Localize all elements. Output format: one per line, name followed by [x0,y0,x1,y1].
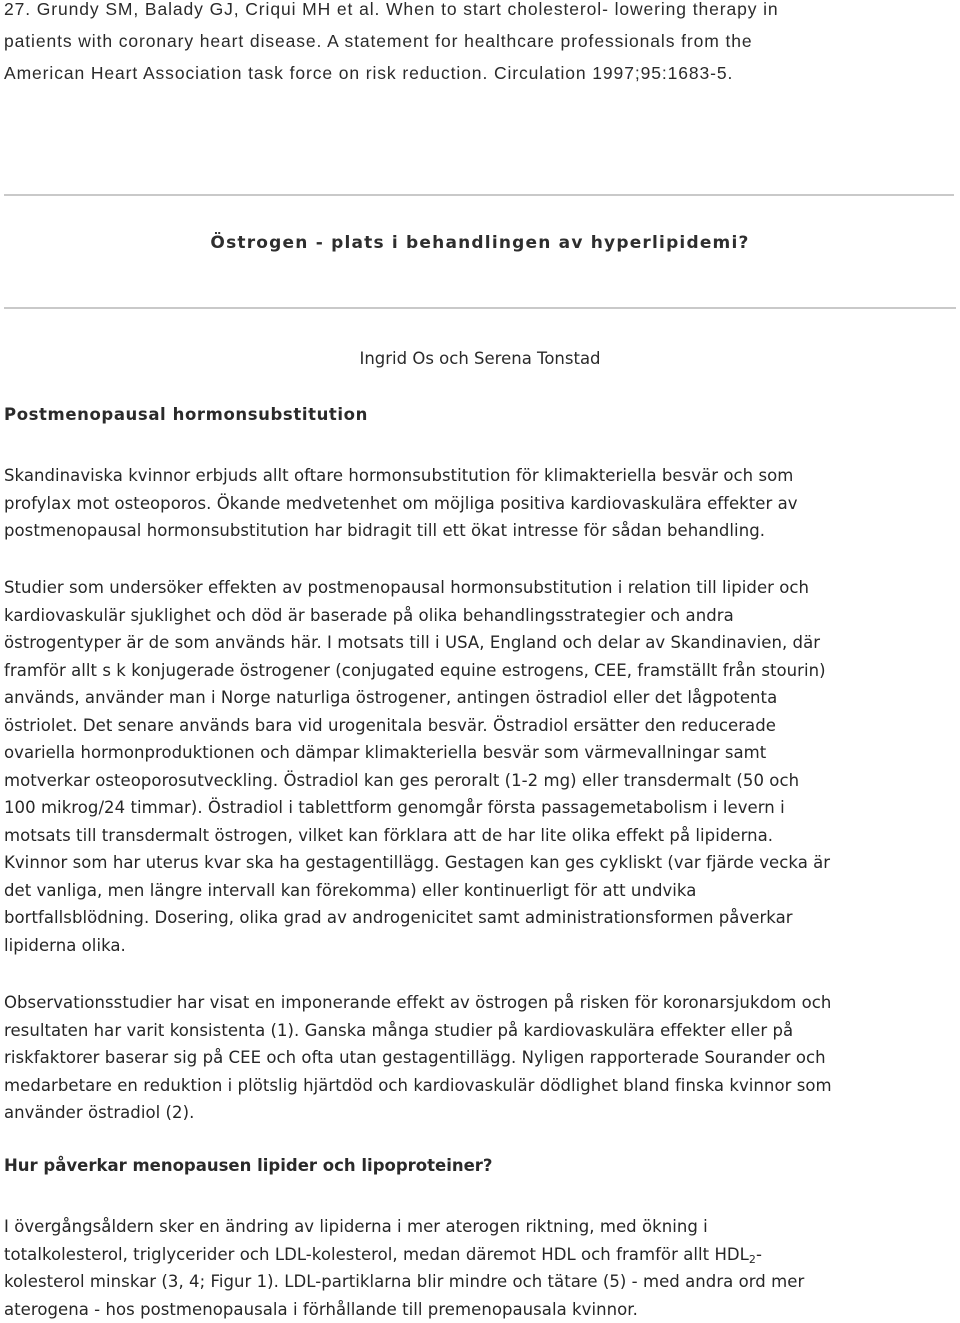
body-paragraph [4,1213,956,1323]
reference-line: 27. Grundy SM, Balady GJ, Criqui MH et al. When to start cholesterol- lowering therapy in [4,0,779,19]
paragraph-line: resultaten har varit konsistenta (1). Ganska många studier på kardiovaskulära effekter eller på [4,1020,794,1040]
reference-line: patients with coronary heart disease. A statement for healthcare professionals from the [4,31,753,51]
body-paragraph [4,574,956,959]
reference-entry [4,0,944,89]
paragraph-line: Kvinnor som har uterus kvar ska ha gestagentillägg. Gestagen kan ges cykliskt (var fjärde vecka är [4,853,831,872]
paragraph-line: ovariella hormonproduktionen och dämpar klimakteriella besvär som värmevallningar samt [4,743,767,762]
paragraph-line: bortfallsblödning. Dosering, olika grad av androgenicitet samt administrationsformen påverkar [4,908,793,927]
paragraph-line: Skandinaviska kvinnor erbjuds allt oftare hormonsubstitution för klimakteriella besvär och som [4,466,794,485]
paragraph-line: 100 mikrog/24 timmar). Östradiol i tablettform genomgår första passagemetabolism i levern i [4,798,785,817]
paragraph-line: använder östradiol (2). [4,1103,195,1122]
paragraph-line: det vanliga, men längre intervall kan förekomma) eller kontinuerligt för att undvika [4,880,697,900]
paragraph-line: I övergångsåldern sker en ändring av lipiderna i mer aterogen riktning, med ökning i [4,1217,708,1236]
reference-line: American Heart Association task force on risk reduction. Circulation 1997;95:1683-5. [4,63,734,83]
paragraph-line [4,1241,956,1269]
horizontal-divider [4,194,954,196]
paragraph-line: profylax mot osteoporos. Ökande medvetenhet om möjliga positiva kardiovaskulära effekter av [4,493,798,513]
paragraph-line: kardiovaskulär sjuklighet och död är baserade på olika behandlingsstrategier och andra [4,605,734,625]
paragraph-line: riskfaktorer baserar sig på CEE och ofta utan gestagentillägg. Nyligen rapporterade Sourander och [4,1048,826,1067]
paragraph-line: aterogena - hos postmenopausala i förhållande till premenopausala kvinnor. [4,1299,638,1319]
paragraph-line: Observationsstudier har visat en imponerande effekt av östrogen på risken för koronarsjukdom och [4,993,832,1012]
body-paragraph [4,462,956,545]
line-text: - [755,1244,762,1264]
section-heading: Postmenopausal hormonsubstitution [4,405,368,424]
subscript: 2 [748,1252,756,1266]
paragraph-line: östrogentyper är de som används här. I motsats till i USA, England och delar av Skandinavien, där [4,633,821,652]
paragraph-line: medarbetare en reduktion i plötslig hjärtdöd och kardiovaskulär dödlighet bland finska kvinnor som [4,1075,832,1095]
subheading: Hur påverkar menopausen lipider och lipoproteiner? [4,1156,493,1175]
paragraph-line: lipiderna olika. [4,935,126,955]
paragraph-line: Studier som undersöker effekten av postmenopausal hormonsubstitution i relation till lipider och [4,578,810,597]
horizontal-divider [4,307,956,309]
paragraph-line: motverkar osteoporosutveckling. Östradiol kan ges peroralt (1-2 mg) eller transdermalt (50 och [4,770,800,790]
paragraph-line: framför allt s k konjugerade östrogener (conjugated equine estrogens, CEE, framställt från stourin) [4,660,826,680]
paragraph-line: kolesterol minskar (3, 4; Figur 1). LDL-partiklarna blir mindre och tätare (5) - med andra ord mer [4,1272,805,1291]
article-title: Östrogen - plats i behandlingen av hyperlipidemi? [210,233,750,253]
paragraph-line: motsats till transdermalt östrogen, vilket kan förklara att de har lite olika effekt på lipiderna. [4,825,774,845]
paragraph-line: postmenopausal hormonsubstitution har bidragit till ett ökat intresse för sådan behandling. [4,521,766,540]
body-paragraph [4,989,956,1127]
line-text: totalkolesterol, triglycerider och LDL-kolesterol, medan däremot HDL och framför allt HDL [4,1244,749,1264]
paragraph-line: östriolet. Det senare används bara vid urogenitala besvär. Östradiol ersätter den reducerade [4,715,776,735]
article-authors: Ingrid Os och Serena Tonstad [359,349,601,368]
paragraph-line: används, använder man i Norge naturliga östrogener, antingen östradiol eller det lågpotenta [4,688,778,707]
